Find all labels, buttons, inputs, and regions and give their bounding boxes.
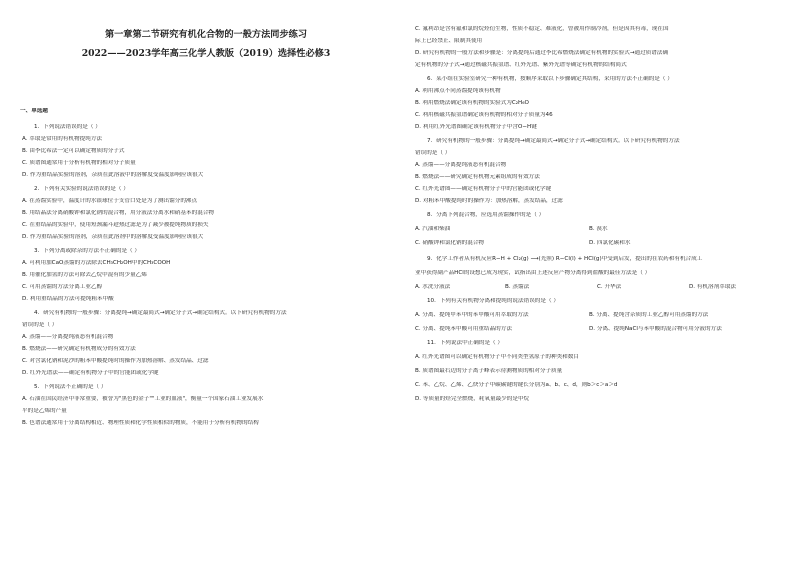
option-11d: D. 等质量的烃完全燃烧，耗氧量最少的是甲烷 <box>415 396 530 402</box>
option-3a: A. 可利用加CaO蒸馏的方法除去CH₃CH₂OH中的CH₃COOH <box>22 260 171 266</box>
option-8d: D. 四氯化碳和水 <box>589 240 631 246</box>
option-8b: B. 溴水 <box>589 226 608 232</box>
option-8c: C. 硝酸钾和氯化钠的混合物 <box>415 240 484 246</box>
option-5a: A. 石油在国民经济中非常重要，被誉为"黑色的金子""工业的血液"，衡量一个国家石油工业发展水 <box>22 396 264 402</box>
option-10c: C. 分离、提纯苯甲酸可用重结晶的方法 <box>415 326 512 332</box>
option-5c: C. 氟利昂是含有氟和氯的烷烃衍生物，性质不稳定、难液化，曾被用作制冷剂，但是因其有毒，现在国 <box>415 26 669 32</box>
question-3: 3．下列分离或除杂的方法不正确的是（ ） <box>34 248 141 254</box>
option-11c: C. 苯、乙烷、乙烯、乙炔分子中碳碳键的键长分别为a、b、c、d，则b＞c＞a＞d <box>415 382 618 388</box>
option-1a: A. 萃取是常用的有机物提纯方法 <box>22 136 103 142</box>
option-4b: B. 燃烧法——研究确定有机物成分的有效方法 <box>22 346 136 352</box>
option-2d: D. 作为重结晶实验的溶剂，杂质在此溶剂中的溶解度受温度影响应该很大 <box>22 234 204 240</box>
question-8: 8．分离下列混合物，应选用蒸馏操作的是（ ） <box>427 212 545 218</box>
option-1b: B. 由李比希法一定可以确定物质的分子式 <box>22 148 125 154</box>
option-8a: A. 汽油和柴油 <box>415 226 451 232</box>
option-9c: C. 升华法 <box>597 284 622 290</box>
question-6: 6．某小组在实验室研究一种有机物，按顺序采取以下步骤确定其结构，采用的方法不正确的是（ ） <box>427 76 673 82</box>
option-2b: B. 用结晶法分离硝酸钾和氯化钠的混合物，用分液法分离水和硝基苯的混合物 <box>22 210 214 216</box>
option-10d: D. 分离、提纯NaCl与苯甲酸的混合物可用分液的方法 <box>589 326 722 332</box>
question-9-cont: 业中获得副产品HCl的设想已成为现实，试指出由上述反应产物分离得到盐酸的最佳方法是（ ） <box>415 270 651 276</box>
option-10a: A. 分离、提纯甲苯中的苯甲酸可用萃取的方法 <box>415 312 529 318</box>
option-5b: B. 色谱法通常用于分离结构相近、物理性质和化学性质相似的物质，不能用于分析有机物的结构 <box>22 420 259 426</box>
option-9a: A. 水洗分液法 <box>415 284 451 290</box>
option-3c: C. 可用蒸馏的方法分离工业乙醇 <box>22 284 103 290</box>
option-9b: B. 蒸馏法 <box>505 284 530 290</box>
document-title: 第一章第二节研究有机化合物的一般方法同步练习 <box>104 29 308 40</box>
option-10b: B. 分离、提纯含杂质的工业乙醇可用蒸馏的方法 <box>589 312 709 318</box>
question-4-cont: 错误的是（ ） <box>22 322 58 328</box>
option-4a: A. 蒸馏——分离提纯液态有机混合物 <box>22 334 114 340</box>
document-subtitle: 2022——2023学年高三化学人教版（2019）选择性必修3 <box>81 48 331 59</box>
option-5a-cont: 平的是乙烯的产量 <box>22 408 67 414</box>
question-5: 5．下列说法不正确的是（ ） <box>34 384 107 390</box>
question-2: 2．下列有关实验的说法错误的是（ ） <box>34 186 129 192</box>
option-4c: C. 对含氯化钠和泥沙的粗苯甲酸提纯时的操作为加热溶解、蒸发结晶、过滤 <box>22 358 209 364</box>
option-1c: C. 质谱图通常用于分析有机物的相对分子质量 <box>22 160 136 166</box>
option-7c: C. 红外光谱图——确定有机物分子中的官能团或化学键 <box>415 186 552 192</box>
option-3d: D. 利用重结晶的方法可提纯粗苯甲酸 <box>22 296 114 302</box>
question-4: 4．研究有机物的一般步骤：分离提纯→确定最简式→确定分子式→确定结构式。以下研究有机物的方法 <box>34 310 287 316</box>
option-9d: D. 有机溶剂萃取法 <box>689 284 737 290</box>
option-2a: A. 在蒸馏实验中，温度计的水银球位于支管口处是为了测出馏分的沸点 <box>22 198 198 204</box>
option-11b: B. 质谱图最右边的分子离子峰表示待测物质的相对分子质量 <box>415 368 563 374</box>
section-heading: 一、单选题 <box>20 108 48 114</box>
option-6c: C. 利用核磁共振氢谱确定该有机物的相对分子质量为46 <box>415 112 553 118</box>
option-5c-cont: 际上已经禁止、限制其使用 <box>415 38 483 44</box>
left-column <box>20 0 392 562</box>
question-1: 1．下列说法错误的是（ ） <box>34 124 101 130</box>
option-6d: D. 利用红外光谱图确定该有机物分子中含O−H键 <box>415 124 537 130</box>
option-7b: B. 燃烧法——研究确定有机物元素组成的有效方法 <box>415 174 540 180</box>
question-9: 9．化学工作者从有机反应R−H + Cl₂(g) ⟶(光照) R−Cl(l) + HCl(g)中受到启发，提出的在农药和有机合成工 <box>427 256 703 262</box>
question-7-cont: 错误的是（ ） <box>415 150 451 156</box>
question-10: 10．下列有关有机物分离和提纯的说法错误的是（ ） <box>427 298 559 304</box>
option-4d: D. 红外光谱法——确定有机物分子中的官能团或化学键 <box>22 370 159 376</box>
question-11: 11．下列说法中正确的是（ ） <box>427 340 504 346</box>
option-3b: B. 用催化加氢的方法可除去乙烷中混有的少量乙烯 <box>22 272 147 278</box>
option-1d: D. 作为重结晶实验的溶剂，杂质在此溶液中的溶解度受温度影响应该很大 <box>22 172 204 178</box>
option-7d: D. 对粗苯甲酸提纯时的操作为：加热溶解，蒸发结晶，过滤 <box>415 198 563 204</box>
right-column <box>413 0 785 562</box>
option-5d-cont: 定有机物的分子式→通过核磁共振氢谱、红外光谱、紫外光谱等确定有机物的结构简式 <box>415 62 627 68</box>
option-6a: A. 利用沸点不同蒸馏提纯该有机物 <box>415 88 501 94</box>
option-7a: A. 蒸馏——分离提纯液态有机混合物 <box>415 162 507 168</box>
option-2c: C. 在重结晶的实验中，使用短颈漏斗趁热过滤是为了减少被提纯物质的损失 <box>22 222 209 228</box>
question-7: 7．研究有机物的一般步骤：分离提纯→确定最简式→确定分子式→确定结构式。以下研究有机物的方法 <box>427 138 680 144</box>
option-6b: B. 利用燃烧法确定该有机物的实验式为C₂H₆O <box>415 100 529 106</box>
option-5d: D. 研究有机物的一般方法和步骤是：分离提纯后通过李比希燃烧法确定有机物的实验式→通过质谱法确 <box>415 50 669 56</box>
option-11a: A. 红外光谱图可以确定有机物分子中不同类型氢原子的种类和数目 <box>415 354 579 360</box>
